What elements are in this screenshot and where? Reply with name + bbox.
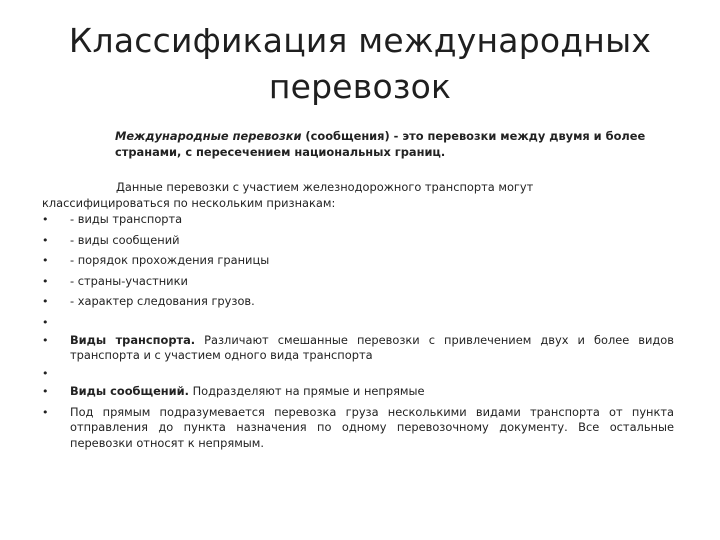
list-item-text: - виды транспорта [70,212,183,226]
slide-title [40,18,680,110]
list-item-text: - страны-участники [70,273,188,288]
list-item-text: - характер следования грузов. [70,294,255,308]
bullet-icon: • [42,254,49,267]
slide-title-line-1: Классификация международных [68,21,652,60]
list-item-text [70,384,674,400]
bullet-icon: • [42,385,49,398]
bullet-icon: • [42,405,49,419]
bullet-icon: • [42,367,49,380]
bullet-icon: • [42,315,49,329]
list-item-empty [42,366,674,382]
slide-title-line-2: перевозок [268,67,452,106]
bullet-icon: • [42,274,49,288]
bullet-icon: • [42,213,49,226]
bullet-list [42,212,674,454]
definition-term: Международные перевозки [115,129,302,143]
list-item-empty [42,315,674,331]
list-item-heading: Виды транспорта. [70,332,196,347]
bullet-icon: • [42,233,49,247]
list-item-text: - порядок прохождения границы [70,253,270,267]
list-item [42,274,674,292]
bullet-icon: • [42,295,49,308]
list-item [42,333,674,364]
definition-text: (сообщения) - это перевозки между двумя и более странами, с пересечением национальных границ. [115,129,646,159]
list-item-body: Подразделяют на прямые и непрямые [188,384,425,398]
intro-line-2: классифицироваться по нескольким признакам: [42,195,336,210]
list-item-body: Различают смешанные перевозки с привлечением двух и более видов транспорта и с участием одного вида транспорта [70,332,674,362]
list-item-text: - виды сообщений [70,232,180,247]
list-item [42,294,674,312]
intro-paragraph [42,180,682,211]
list-item [42,384,674,402]
list-item [42,233,674,251]
intro-line-1: Данные перевозки с участием железнодорожного транспорта могут [116,180,534,194]
list-item-text [70,333,674,364]
list-item [42,253,674,271]
definition-paragraph [115,129,675,160]
list-item [42,405,674,452]
list-item-heading: Виды сообщений. [70,384,189,398]
list-item-text: Под прямым подразумевается перевозка груза несколькими видами транспорта от пункта отправления до пункта назначения по одному перевозочному документу. Все остальные перевозки относят к непрямым. [70,404,674,450]
bullet-icon: • [42,333,49,347]
list-item [42,212,674,230]
